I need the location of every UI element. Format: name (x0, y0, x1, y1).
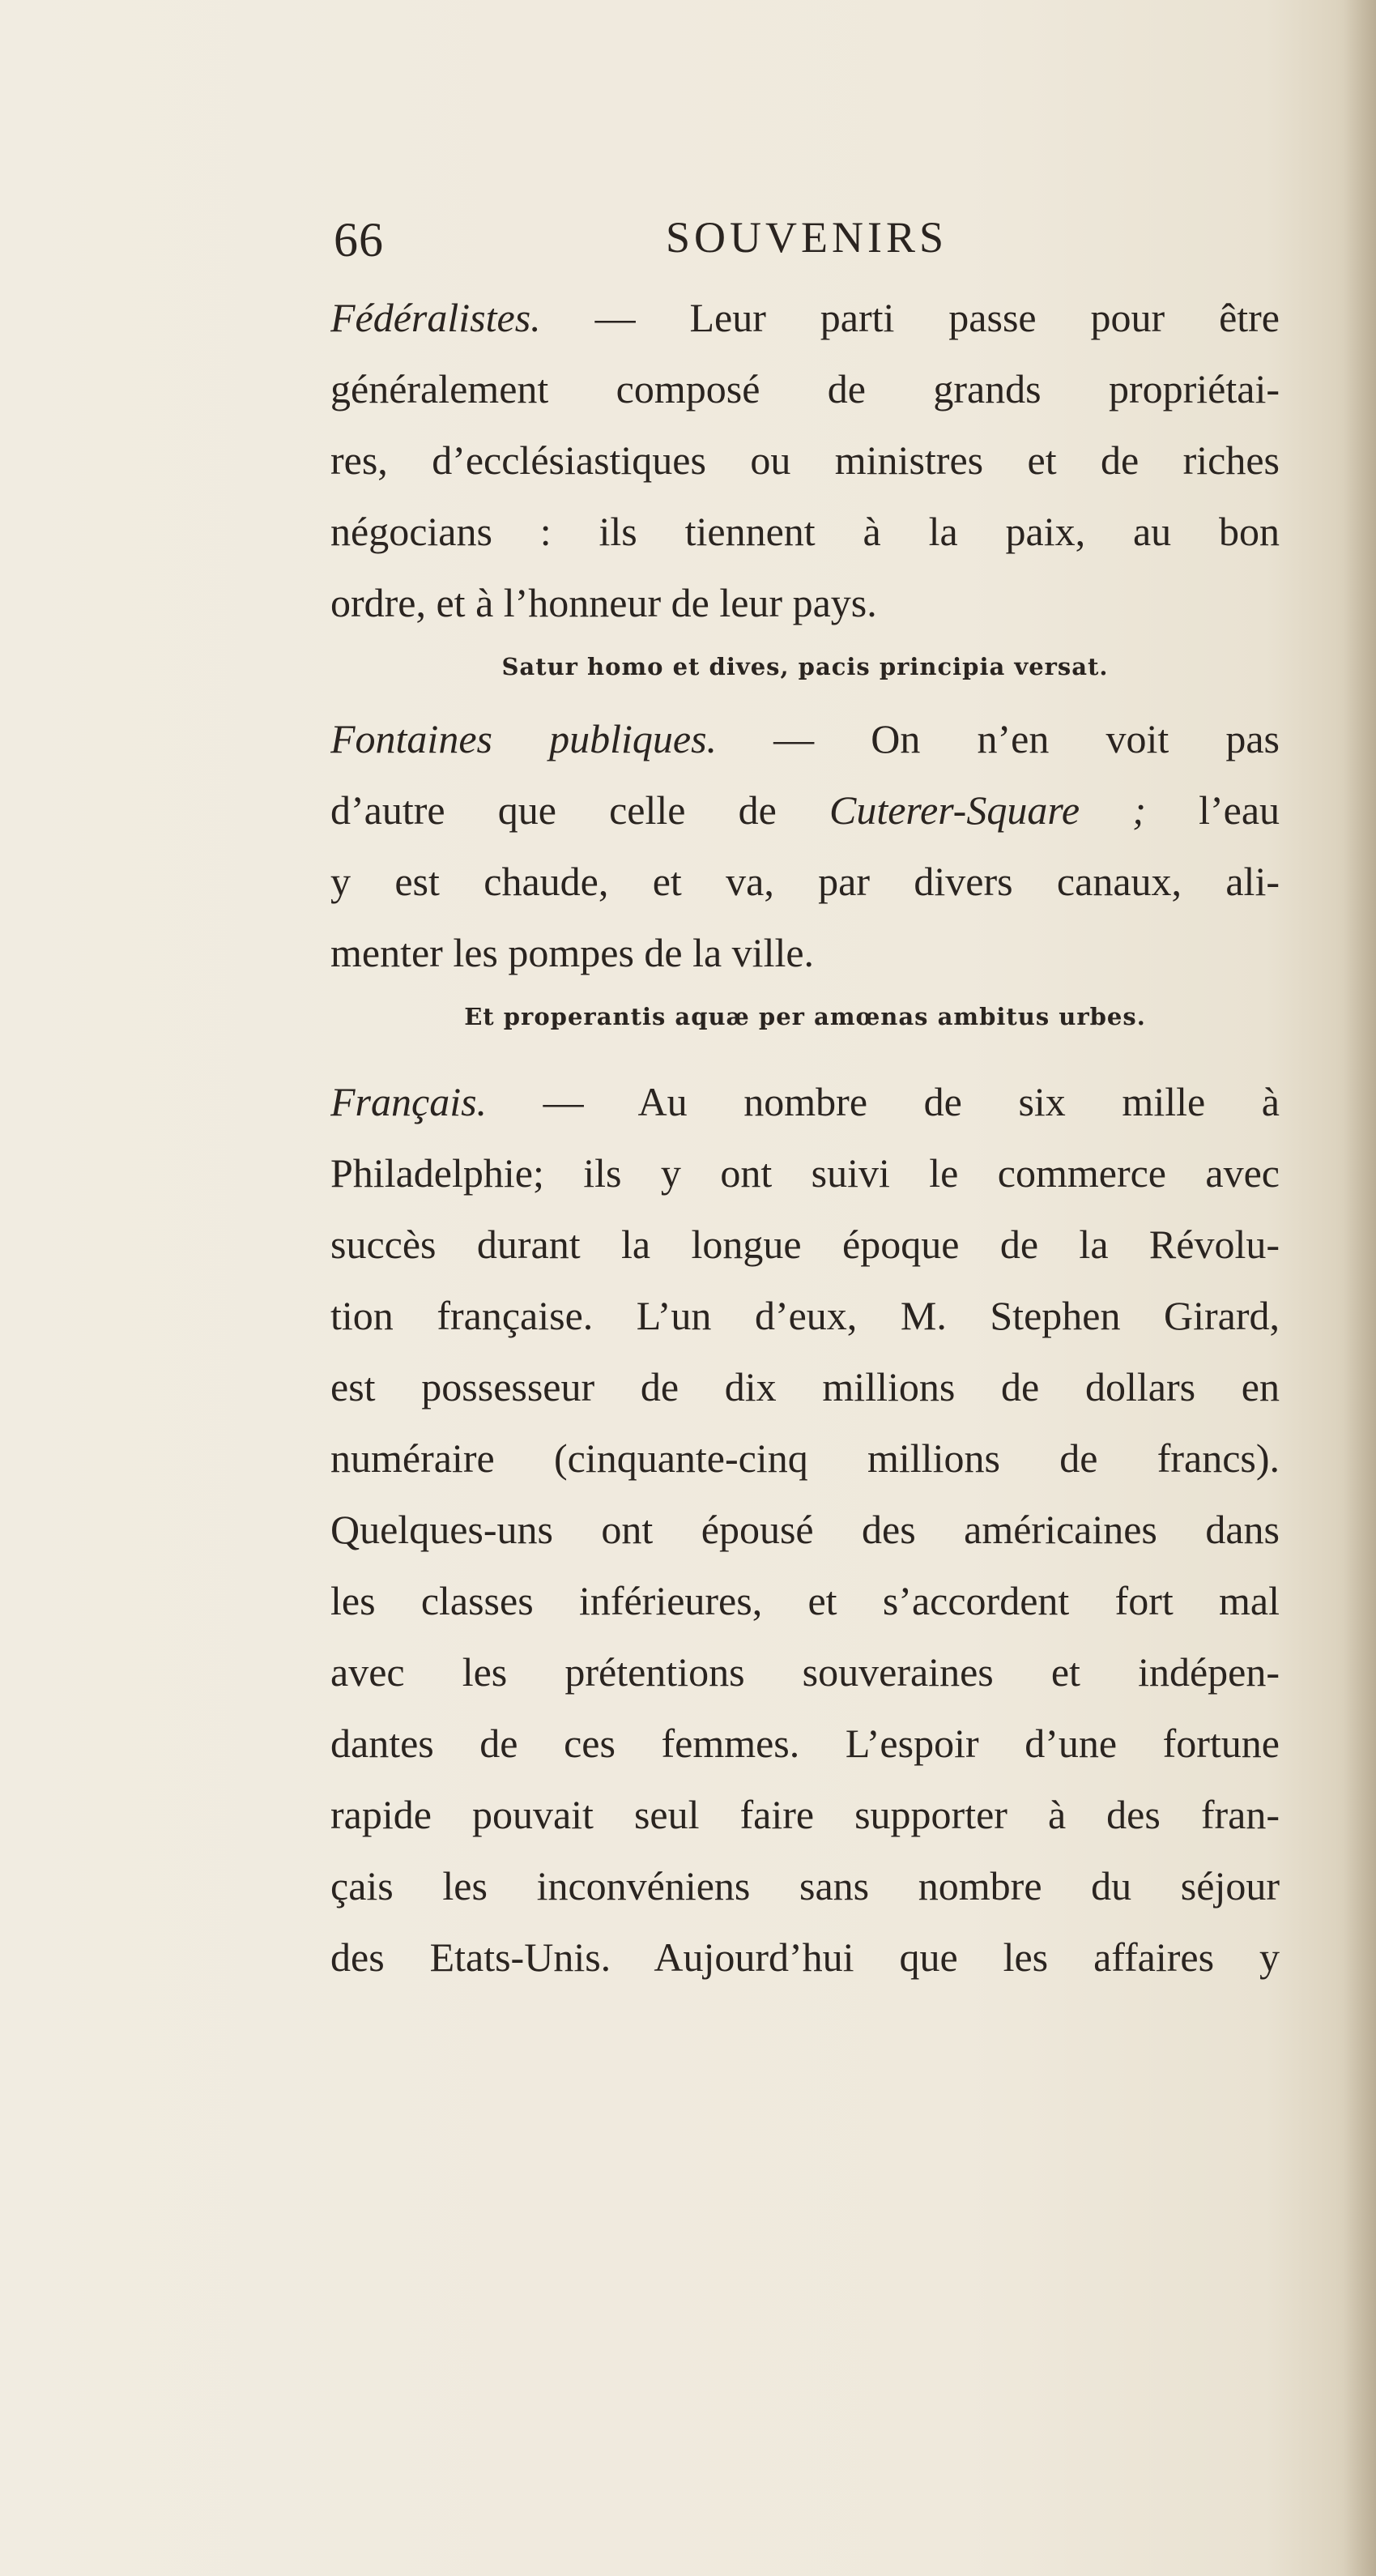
page-edge-shadow (1344, 0, 1376, 2576)
paragraph-federalistes-line-1 (330, 282, 1280, 353)
paragraph-fontaines-line-4: menter les pompes de la ville. (330, 930, 815, 975)
paragraph-francais-line: rapide pouvait seul faire supporter à des fran- (330, 1792, 1280, 1837)
paragraph-fontaines-line-3: y est chaude, et va, par divers canaux, ali- (330, 859, 1280, 904)
paragraph-federalistes-line-4: négocians : ils tiennent à la paix, au bon (330, 509, 1280, 554)
paragraph-francais-line-1 (330, 1066, 1280, 1137)
running-title: SOUVENIRS (666, 213, 948, 262)
paragraph-federalistes-line-3: res, d’ecclésiastiques ou ministres et de riches (330, 437, 1280, 483)
paragraph-francais-line: les classes inférieures, et s’accordent fort mal (330, 1578, 1280, 1623)
paragraph-francais-line: Quelques-uns ont épousé des américaines dans (330, 1507, 1280, 1552)
latin-quote-fontaines: Et properantis aquæ per amœnas ambitus urbes. (464, 1003, 1146, 1030)
body-text (330, 282, 1280, 1993)
paragraph-federalistes-line-2: généralement composé de grands propriétai- (330, 366, 1280, 412)
page-number: 66 (334, 213, 384, 267)
latin-quote-federalistes: Satur homo et dives, pacis principia versat. (501, 653, 1109, 680)
paragraph-francais-line: est possesseur de dix millions de dollars en (330, 1364, 1280, 1410)
paragraph-francais-line: dantes de ces femmes. L’espoir d’une fortune (330, 1721, 1280, 1766)
paragraph-francais-line: Philadelphie; ils y ont suivi le commerce avec (330, 1150, 1280, 1196)
page-header (334, 212, 1273, 277)
entry-term-francais: Français. (330, 1079, 488, 1124)
paragraph-fontaines-line-2 (330, 774, 1280, 846)
federalistes-line1-text: — Leur parti passe pour être (594, 295, 1280, 340)
entry-term-federalistes: Fédéralistes. (330, 295, 541, 340)
paragraph-francais-line: avec les prétentions souveraines et indépen- (330, 1649, 1280, 1695)
paragraph-fontaines-line-1 (330, 703, 1280, 774)
paragraph-francais-line: des Etats-Unis. Aujourd’hui que les affaires y (330, 1934, 1280, 1980)
francais-line1-text: — Au nombre de six mille à (543, 1079, 1280, 1124)
fontaines-line2-text-a: d’autre que celle de (330, 787, 777, 833)
fontaines-line2-text-b: l’eau (1199, 787, 1280, 833)
paragraph-federalistes-line-5: ordre, et à l’honneur de leur pays. (330, 580, 877, 625)
paragraph-francais-line: tion française. L’un d’eux, M. Stephen Girard, (330, 1293, 1280, 1338)
entry-term-fontaines: Fontaines publiques. (330, 716, 718, 761)
fontaines-line1-text: — On n’en voit pas (773, 716, 1280, 761)
paragraph-francais-line: numéraire (cinquante-cinq millions de francs). (330, 1435, 1280, 1481)
paragraph-francais-line: çais les inconvéniens sans nombre du séjour (330, 1863, 1280, 1909)
place-name-cuterer-square: Cuterer-Square ; (829, 787, 1146, 833)
paragraph-francais-line: succès durant la longue époque de la Révolu- (330, 1222, 1280, 1267)
